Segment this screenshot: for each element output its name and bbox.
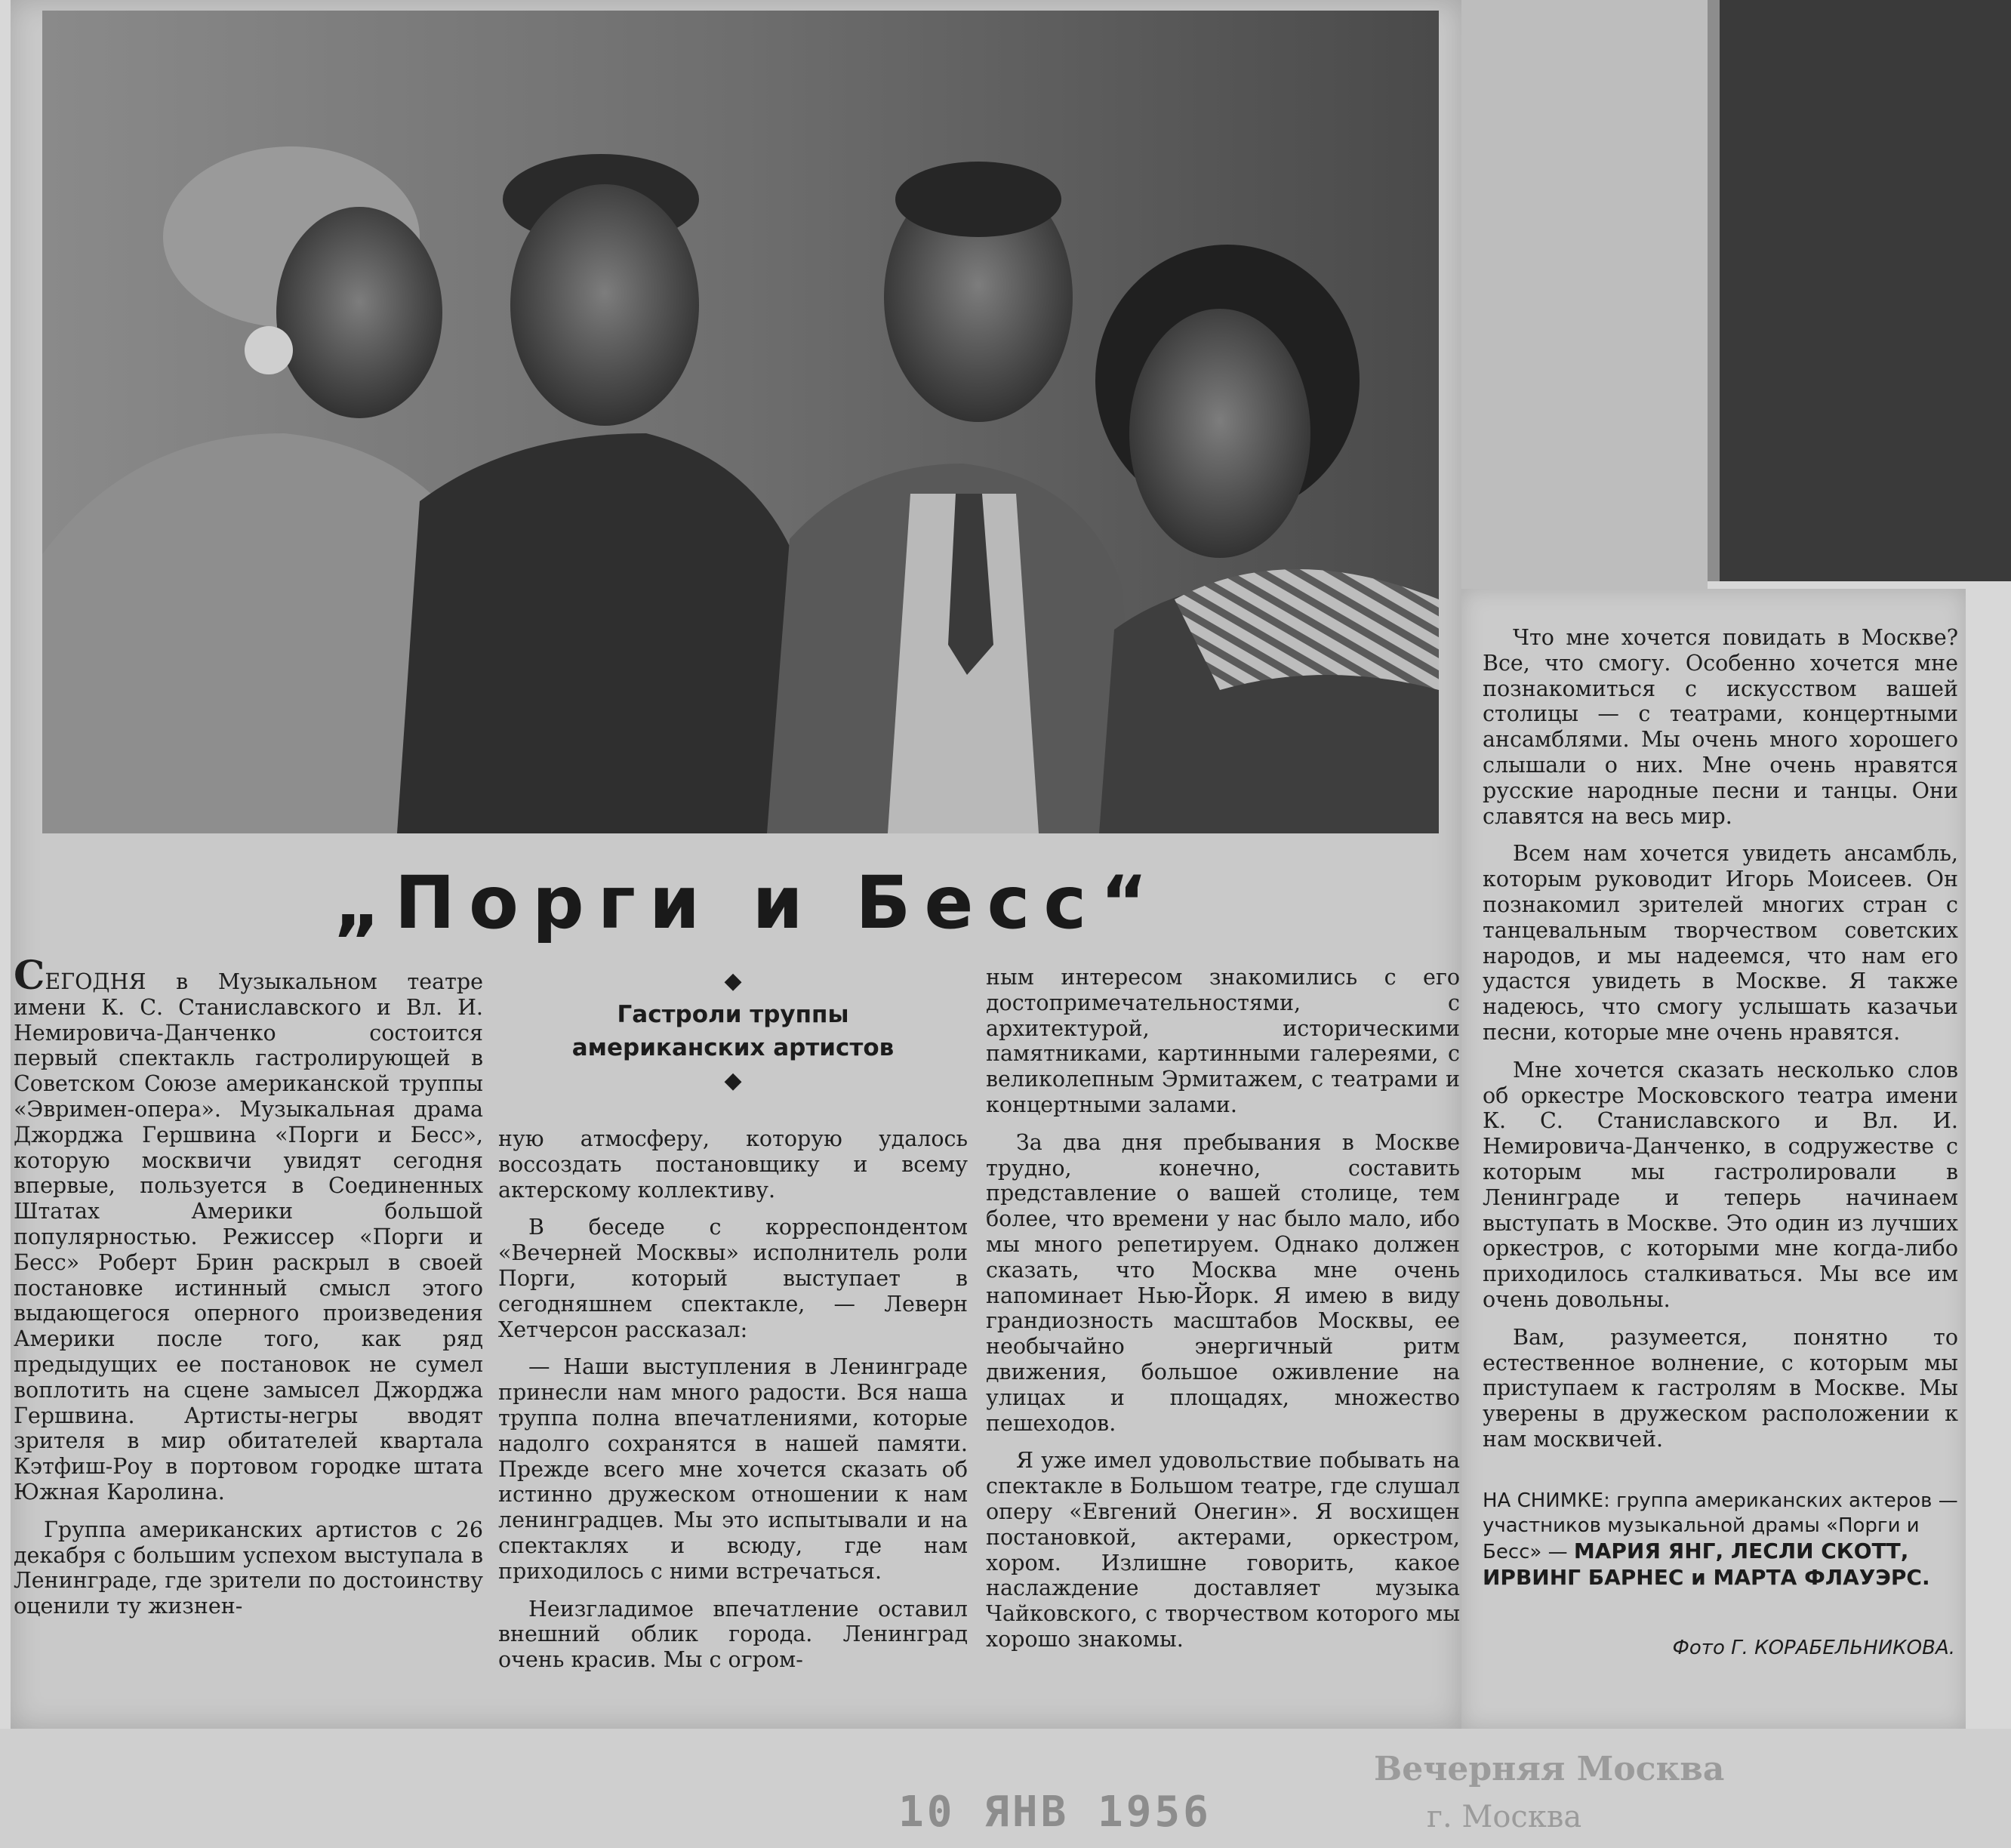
paragraph: Всем нам хочется увидеть ансамбль, которым руководит Игорь Моисеев. Он познакомил зрителей многих стран с танцевальным творчеством советских народов, и мы надеемся, что нам его удастся увидеть в Москве. Я также надеюсь, что смогу услышать казачьи песни, которые мне очень нравятся. — [1483, 841, 1958, 1045]
paragraph: — Наши выступления в Ленинграде принесли нам много радости. Вся наша труппа полна впечатлениями, которые надолго сохранятся в нашей памяти. Прежде всего мне хочется сказать об истинно дружеском отношении к нам ленинградцев. Мы это испытывали и на спектаклях и всюду, где нам приходилось с ними встречаться. — [498, 1354, 968, 1584]
paragraph: Группа американских артистов с 26 декабря с большим успехом выступала в Ленинграде, где зрители по достоинству оценили ту жизнен- — [14, 1517, 483, 1619]
paragraph: Я уже имел удовольствие побывать на спектакле в Большом театре, где слушал оперу «Евгений Онегин». Я восхищен постановкой, актерами, оркестром, хором. Излишне говорить, какое наслаждение доставляет музыка Чайковского, с творчеством которого мы хорошо знакомы. — [986, 1448, 1460, 1652]
paragraph: СЕГОДНЯ в Музыкальном театре имени К. С. Станиславского и Вл. И. Немировича-Данченко состоится первый спектакль гастролирующей в Советском Союзе американской труппы «Эвримен-опера». Музыкальная драма Джорджа Гершвина «Порги и Бесс», которую москвичи увидят сегодня впервые, пользуется в Соединенных Штатах Америки большой популярностью. Режиссер «Порги и Бесс» Роберт Брин раскрыл в своей постановке истинный смысл этого выдающегося оперного произведения Америки после того, как ряд предыдущих ее постановок не сумел воплотить на сцене замысел Джорджа Гершвина. Артисты-негры вводят зрителя в мир обитателей квартала Кэтфиш-Роу в портовом городке штата Южная Каролина. — [14, 953, 483, 1505]
paragraph: Вам, разумеется, понятно то естественное волнение, с которым мы приступаем к гастролям в Москве. Мы уверены в дружеском расположении к нам москвичей. — [1483, 1324, 1958, 1452]
paragraph: За два дня пребывания в Москве трудно, конечно, составить представление о вашей столице, тем более, что времени у нас было мало, ибо мы много репетируем. Однако должен сказать, что Москва мне очень напоминает Нью-Йорк. Я имею в виду грандиозность масштабов Москвы, ее необычайно энергичный ритм движения, большое оживление на улицах и площадях, множество пешеходов. — [986, 1129, 1460, 1436]
paragraph: Что мне хочется повидать в Москве? Все, что смогу. Особенно хочется мне познакомиться с искусством вашей столицы — с театрами, концертными ансамблями. Мы очень много хорошего слышали о них. Мне очень нравятся русские народные песни и танцы. Они славятся на весь мир. — [1483, 625, 1958, 829]
paragraph: ную атмосферу, которую удалось воссоздать постановщику и всему актерскому коллективу. — [498, 1126, 968, 1203]
drop-cap: С — [14, 953, 45, 999]
photo-actors — [42, 11, 1439, 833]
paragraph: ным интересом знакомились с его достопримечательностями, с архитектурой, историческими памятниками, картинными галереями, с великолепным Эрмитажем, с театрами и концертными залами. — [986, 965, 1460, 1117]
city-stamp: г. Москва — [1427, 1800, 1582, 1834]
subheading-line-1: Гастроли труппы — [617, 1001, 849, 1028]
article-column-2 — [498, 1126, 968, 1673]
diamond-icon: ◆ — [724, 968, 742, 994]
photo-caption — [1483, 1489, 1958, 1591]
diamond-icon: ◆ — [724, 1067, 742, 1094]
article-column-1 — [14, 953, 483, 1619]
newspaper-stamp: Вечерняя Москва — [1374, 1750, 1725, 1788]
photo-credit: Фото Г. КОРАБЕЛЬНИКОВА. — [1672, 1637, 1955, 1659]
caption-lead: НА СНИМКЕ: группа американских актеров — участников музыкальной драмы «Порги и Бесс» — — [1483, 1489, 1958, 1563]
article-column-4 — [1483, 625, 1958, 1452]
caption-names: МАРИЯ ЯНГ, ЛЕСЛИ СКОТТ, ИРВИНГ БАРНЕС и МАРТА ФЛАУЭРС. — [1483, 1538, 1930, 1590]
paragraph: В беседе с корреспондентом «Вечерней Москвы» исполнитель роли Порги, который выступает в сегодняшнем спектакле, — Леверн Хетчерсон рассказал: — [498, 1215, 968, 1342]
date-stamp: 10 ЯНВ 1956 — [898, 1788, 1212, 1837]
photo-image — [42, 11, 1439, 833]
scan-edge — [1708, 0, 1720, 581]
subheading-line-2: американских артистов — [571, 1034, 895, 1061]
scan-background-top — [1461, 0, 1708, 589]
article-column-3 — [986, 965, 1460, 1652]
subheading — [498, 965, 968, 1113]
paragraph: Мне хочется сказать несколько слов об оркестре Московского театра имени К. С. Станиславского и Вл. И. Немировича-Данченко, в содружестве с которым мы гастролировали в Ленинграде и теперь начинаем выступать в Москве. Это один из лучших оркестров, с которыми мне когда-либо приходилось сталкиваться. Мы все им очень довольны. — [1483, 1057, 1958, 1312]
dark-band — [1720, 0, 2011, 581]
headline: „Порги и Бесс“ — [333, 861, 1162, 945]
paragraph: Неизгладимое впечатление оставил внешний облик города. Ленинград очень красив. Мы с огром- — [498, 1596, 968, 1673]
